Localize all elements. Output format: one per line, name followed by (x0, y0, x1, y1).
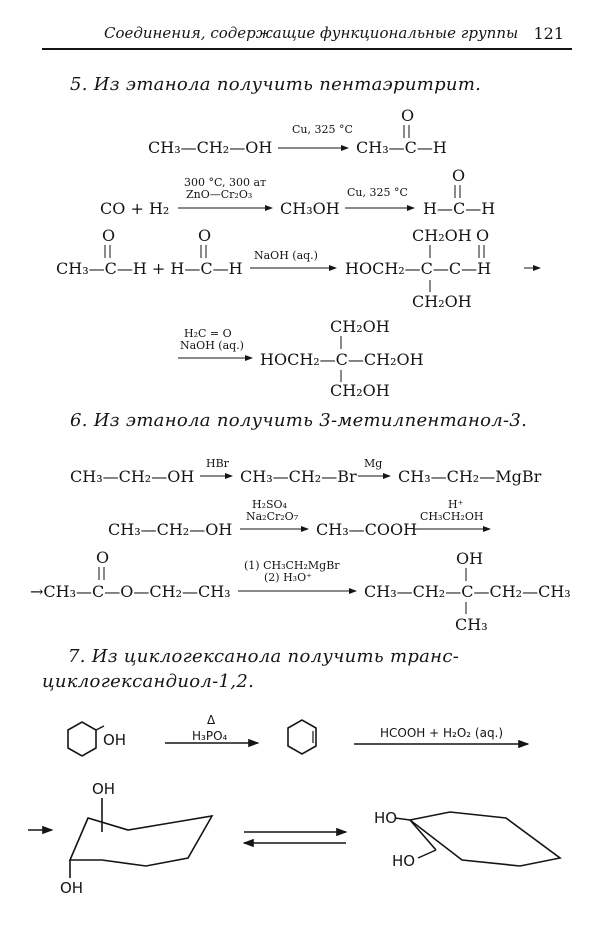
acetaldehyde: CH₃—C—H (356, 138, 447, 157)
svg-text:CH₂OH: CH₂OH (412, 292, 472, 311)
svg-text:CH₃CH₂OH: CH₃CH₂OH (420, 510, 484, 523)
svg-text:H₃PO₄: H₃PO₄ (192, 729, 228, 743)
svg-text:OH: OH (60, 879, 84, 897)
svg-text:H₂SO₄: H₂SO₄ (252, 498, 287, 511)
svg-text:O: O (476, 226, 490, 245)
scheme5-reaction1 (148, 106, 447, 157)
cond-h2co: H₂C = O (184, 327, 232, 340)
svg-text:CH₂OH: CH₂OH (330, 317, 390, 336)
svg-text:CH₃—CH₂—C—CH₂—CH₃: CH₃—CH₂—C—CH₂—CH₃ (364, 582, 571, 601)
header-title: Соединения, содержащие функциональные группы (104, 24, 519, 42)
cond-naoh: NaOH (aq.) (254, 249, 318, 262)
svg-text:HCOOH + H₂O₂ (aq.): HCOOH + H₂O₂ (aq.) (380, 726, 504, 740)
scheme5-reaction2 (100, 166, 495, 218)
ethanol: CH₃—CH₂—OH (148, 138, 273, 157)
svg-text:HO: HO (374, 809, 398, 827)
cond-naoh: NaOH (aq.) (180, 339, 244, 352)
svg-text:CH₃—CH₂—Br: CH₃—CH₂—Br (240, 467, 357, 486)
svg-text:CH₂OH: CH₂OH (330, 381, 390, 400)
pentaerythritol: HOCH₂—C—CH₂OH (260, 350, 424, 369)
svg-text:Δ: Δ (207, 713, 216, 727)
scheme6-reaction3 (30, 548, 571, 634)
task-5-heading: 5. Из этанола получить пентаэритрит. (70, 74, 482, 95)
svg-text:CH₃—CH₂—OH: CH₃—CH₂—OH (108, 520, 233, 539)
methanol: CH₃OH (280, 199, 340, 218)
aldol-reactants: CH₃—C—H + H—C—H (56, 259, 243, 278)
task-6-heading: 6. Из этанола получить 3-метилпентанол-3. (70, 410, 528, 431)
svg-text:O: O (96, 548, 110, 567)
svg-text:O: O (452, 166, 466, 185)
scheme6-reaction2 (108, 498, 490, 539)
svg-text:CH₃—CH₂—MgBr: CH₃—CH₂—MgBr (398, 467, 542, 486)
svg-text:OH: OH (92, 780, 116, 798)
scheme5-reaction4 (178, 317, 424, 400)
svg-text:CH₃: CH₃ (455, 615, 488, 634)
svg-text:HBr: HBr (206, 457, 229, 470)
scheme7-row1 (68, 713, 528, 756)
scheme7-row2 (28, 780, 560, 897)
scheme6-reaction1 (70, 457, 542, 486)
aldol-product: HOCH₂—C—C—H (345, 259, 492, 278)
svg-text:CH₃—COOH: CH₃—COOH (316, 520, 418, 539)
cond-zno: ZnO—Cr₂O₃ (186, 188, 253, 201)
cond-cu-325: Cu, 325 °C (292, 123, 353, 136)
svg-text:H⁺: H⁺ (448, 498, 464, 511)
page-number: 121 (533, 24, 564, 43)
formaldehyde: H—C—H (423, 199, 496, 218)
svg-text:CH₃—CH₂—OH: CH₃—CH₂—OH (70, 467, 195, 486)
svg-text:Na₂Cr₂O₇: Na₂Cr₂O₇ (246, 510, 299, 523)
svg-text:Mg: Mg (364, 457, 383, 470)
task-7-heading: 7. Из циклогексанола получить транс-циклогександиол-1,2. (42, 646, 460, 692)
svg-text:(1) CH₃CH₂MgBr: (1) CH₃CH₂MgBr (244, 559, 340, 572)
svg-text:OH: OH (103, 731, 127, 749)
svg-text:CH₂OH: CH₂OH (412, 226, 472, 245)
svg-text:OH: OH (456, 549, 484, 568)
oxygen-label: O (401, 106, 415, 125)
svg-text:O: O (102, 226, 116, 245)
co-h2: CO + H₂ (100, 199, 170, 218)
svg-text:HO: HO (392, 852, 416, 870)
svg-text:→CH₃—C—O—CH₂—CH₃: →CH₃—C—O—CH₂—CH₃ (30, 582, 231, 601)
svg-text:(2) H₃O⁺: (2) H₃O⁺ (264, 571, 312, 584)
cond-300: 300 °C, 300 ат (184, 176, 267, 189)
scheme5-reaction3 (56, 226, 540, 311)
cond-cu: Cu, 325 °C (347, 186, 408, 199)
svg-text:O: O (198, 226, 212, 245)
